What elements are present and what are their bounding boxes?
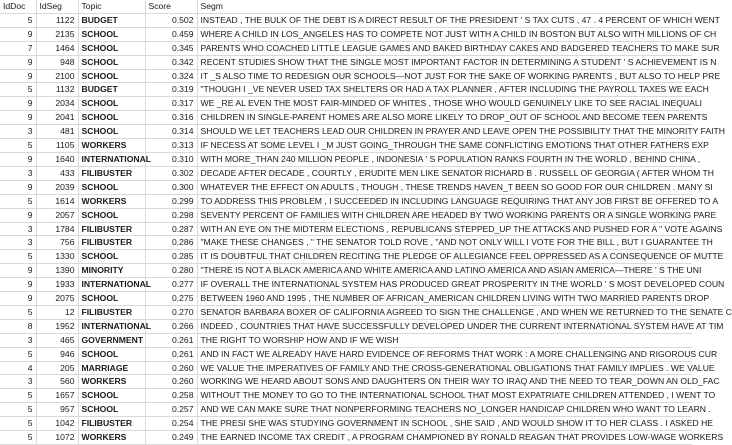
cell-iddoc[interactable]: 9 [0,111,36,125]
column-header-iddoc[interactable]: IdDoc [0,0,36,13]
cell-idseg[interactable]: 756 [36,236,78,250]
cell-topic[interactable]: WORKERS [78,139,145,153]
cell-score[interactable]: 0.266 [145,319,197,333]
cell-score[interactable]: 0.277 [145,278,197,292]
table-row[interactable] [0,347,692,361]
column-header-idseg[interactable]: IdSeg [36,0,78,13]
cell-segm[interactable]: PARENTS WHO COACHED LITTLE LEAGUE GAMES AND BAKED BIRTHDAY CAKES AND BADGERED TEACHERS TO MAKE SUR [197,41,692,55]
cell-iddoc[interactable]: 5 [0,305,36,319]
cell-topic[interactable]: SCHOOL [78,125,145,139]
column-header-segm[interactable]: Segm [197,0,692,13]
cell-segm[interactable]: DECADE AFTER DECADE , COURTLY , ERUDITE MEN LIKE SENATOR RICHARD B . RUSSELL OF GEORGIA ( AFTER WHOM TH [197,166,692,180]
table-row[interactable] [0,333,692,347]
cell-iddoc[interactable]: 9 [0,264,36,278]
table-row[interactable] [0,111,692,125]
table-row[interactable] [0,83,692,97]
table-row[interactable] [0,417,692,431]
cell-segm[interactable]: AND IN FACT WE ALREADY HAVE HARD EVIDENCE OF REFORMS THAT WORK : A MORE CHALLENGING AND RIGOROUS CUR [197,347,692,361]
cell-idseg[interactable]: 1464 [36,41,78,55]
cell-idseg[interactable]: 481 [36,125,78,139]
cell-iddoc[interactable]: 3 [0,166,36,180]
cell-score[interactable]: 0.287 [145,222,197,236]
table-row[interactable] [0,139,692,153]
cell-iddoc[interactable]: 5 [0,389,36,403]
cell-iddoc[interactable]: 5 [0,194,36,208]
cell-topic[interactable]: SCHOOL [78,41,145,55]
cell-topic[interactable]: BUDGET [78,13,145,27]
cell-iddoc[interactable]: 9 [0,27,36,41]
table-row[interactable] [0,403,692,417]
cell-segm[interactable]: INSTEAD , THE BULK OF THE DEBT IS A DIRECT RESULT OF THE PRESIDENT ' S TAX CUTS , 47 . 4 PERCENT OF WHICH WENT [197,13,692,27]
cell-score[interactable]: 0.324 [145,69,197,83]
cell-segm[interactable]: INDEED , COUNTRIES THAT HAVE SUCCESSFULLY DEVELOPED UNDER THE CURRENT INTERNATIONAL SYSTEM HAVE AT TIM [197,319,692,333]
table-row[interactable] [0,27,692,41]
cell-topic[interactable]: SCHOOL [78,208,145,222]
cell-topic[interactable]: FILIBUSTER [78,166,145,180]
cell-idseg[interactable]: 1784 [36,222,78,236]
cell-topic[interactable]: GOVERNMENT [78,333,145,347]
cell-iddoc[interactable]: 5 [0,431,36,445]
cell-segm[interactable]: "THERE IS NOT A BLACK AMERICA AND WHITE AMERICA AND LATINO AMERICA AND ASIAN AMERICA—THERE ' S THE UNI [197,264,692,278]
cell-iddoc[interactable]: 5 [0,347,36,361]
table-row[interactable] [0,166,692,180]
cell-iddoc[interactable]: 3 [0,236,36,250]
cell-score[interactable]: 0.260 [145,375,197,389]
cell-idseg[interactable]: 1657 [36,389,78,403]
cell-idseg[interactable]: 2100 [36,69,78,83]
header-row [0,0,692,13]
table-row[interactable] [0,361,692,375]
cell-segm[interactable]: CHILDREN IN SINGLE-PARENT HOMES ARE ALSO MORE LIKELY TO DROP_OUT OF SCHOOL AND BECOME TEEN PARENTS [197,111,692,125]
cell-segm[interactable]: WE _RE AL EVEN THE MOST FAIR-MINDED OF WHITES , THOSE WHO WOULD GENUINELY LIKE TO SEE RACIAL INEQUALI [197,97,692,111]
cell-iddoc[interactable]: 4 [0,361,36,375]
cell-topic[interactable]: FILIBUSTER [78,417,145,431]
cell-score[interactable]: 0.345 [145,41,197,55]
cell-score[interactable]: 0.313 [145,139,197,153]
cell-score[interactable]: 0.314 [145,125,197,139]
table-row[interactable] [0,222,692,236]
cell-idseg[interactable]: 2075 [36,292,78,306]
cell-topic[interactable]: SCHOOL [78,403,145,417]
cell-segm[interactable]: THE PRESI SHE WAS STUDYING GOVERNMENT IN SCHOOL , SHE SAID , AND WOULD SHOW IT TO HER CLASS . I ASKED HE [197,417,692,431]
cell-idseg[interactable]: 1614 [36,194,78,208]
cell-iddoc[interactable]: 3 [0,222,36,236]
cell-score[interactable]: 0.302 [145,166,197,180]
cell-idseg[interactable]: 2057 [36,208,78,222]
cell-score[interactable]: 0.261 [145,333,197,347]
cell-topic[interactable]: WORKERS [78,375,145,389]
cell-segm[interactable]: SENATOR BARBARA BOXER OF CALIFORNIA AGREED TO SIGN THE CHALLENGE , AND WHEN WE RETURNED TO THE SENATE C [197,305,692,319]
cell-segm[interactable]: RECENT STUDIES SHOW THAT THE SINGLE MOST IMPORTANT FACTOR IN DETERMINING A STUDENT ' S ACHIEVEMENT IS N [197,55,692,69]
cell-iddoc[interactable]: 5 [0,139,36,153]
cell-idseg[interactable]: 1105 [36,139,78,153]
cell-iddoc[interactable]: 8 [0,319,36,333]
cell-score[interactable]: 0.280 [145,264,197,278]
cell-segm[interactable]: AND WE CAN MAKE SURE THAT NONPERFORMING TEACHERS NO_LONGER HANDICAP CHILDREN WHO WANT TO LEARN . [197,403,692,417]
cell-iddoc[interactable]: 7 [0,41,36,55]
cell-idseg[interactable]: 957 [36,403,78,417]
cell-score[interactable]: 0.298 [145,208,197,222]
cell-idseg[interactable]: 1072 [36,431,78,445]
cell-iddoc[interactable]: 9 [0,97,36,111]
cell-idseg[interactable]: 1122 [36,13,78,27]
table-row[interactable] [0,250,692,264]
cell-score[interactable]: 0.260 [145,361,197,375]
cell-score[interactable]: 0.316 [145,111,197,125]
cell-iddoc[interactable]: 9 [0,55,36,69]
cell-iddoc[interactable]: 9 [0,180,36,194]
cell-segm[interactable]: BETWEEN 1960 AND 1995 , THE NUMBER OF AFRICAN_AMERICAN CHILDREN LIVING WITH TWO MARRIED PARENTS DROP [197,292,692,306]
cell-idseg[interactable]: 560 [36,375,78,389]
cell-idseg[interactable]: 2041 [36,111,78,125]
cell-topic[interactable]: FILIBUSTER [78,305,145,319]
cell-score[interactable]: 0.300 [145,180,197,194]
cell-iddoc[interactable]: 5 [0,83,36,97]
cell-iddoc[interactable]: 9 [0,152,36,166]
cell-iddoc[interactable]: 9 [0,292,36,306]
cell-score[interactable]: 0.286 [145,236,197,250]
table-row[interactable] [0,55,692,69]
table-row[interactable] [0,292,692,306]
cell-topic[interactable]: INTERNATIONAL [78,319,145,333]
cell-topic[interactable]: SCHOOL [78,69,145,83]
cell-idseg[interactable]: 433 [36,166,78,180]
cell-topic[interactable]: SCHOOL [78,292,145,306]
cell-topic[interactable]: INTERNATIONAL [78,152,145,166]
cell-score[interactable]: 0.261 [145,347,197,361]
table-row[interactable] [0,69,692,83]
cell-idseg[interactable]: 12 [36,305,78,319]
cell-score[interactable]: 0.254 [145,417,197,431]
table-row[interactable] [0,180,692,194]
table-row[interactable] [0,152,692,166]
cell-iddoc[interactable]: 3 [0,375,36,389]
cell-topic[interactable]: SCHOOL [78,111,145,125]
cell-segm[interactable]: WITH AN EYE ON THE MIDTERM ELECTIONS , REPUBLICANS STEPPED_UP THE ATTACKS AND PUSHED FOR A " VOTE AGAINS [197,222,692,236]
cell-topic[interactable]: SCHOOL [78,27,145,41]
cell-topic[interactable]: SCHOOL [78,97,145,111]
table-row[interactable] [0,431,692,445]
cell-topic[interactable]: SCHOOL [78,55,145,69]
cell-topic[interactable]: SCHOOL [78,180,145,194]
cell-iddoc[interactable]: 3 [0,333,36,347]
cell-score[interactable]: 0.275 [145,292,197,306]
cell-iddoc[interactable]: 9 [0,69,36,83]
table-row[interactable] [0,389,692,403]
cell-segm[interactable]: WORKING WE HEARD ABOUT SONS AND DAUGHTERS ON THEIR WAY TO IRAQ AND THE NEED TO TEAR_DOWN AN OLD_FAC [197,375,692,389]
cell-segm[interactable]: IT _S ALSO TIME TO REDESIGN OUR SCHOOLS—NOT JUST FOR THE SAKE OF WORKING PARENTS , BUT ALSO TO HELP PRE [197,69,692,83]
table-row[interactable] [0,208,692,222]
cell-iddoc[interactable]: 5 [0,250,36,264]
cell-score[interactable]: 0.319 [145,83,197,97]
cell-topic[interactable]: SCHOOL [78,389,145,403]
cell-topic[interactable]: FILIBUSTER [78,236,145,250]
cell-segm[interactable]: IF NECESS AT SOME LEVEL I _M JUST GOING_THROUGH THE SAME CONFLICTING EMOTIONS THAT OTHER FATHERS EXP [197,139,692,153]
cell-idseg[interactable]: 1933 [36,278,78,292]
table-row[interactable] [0,236,692,250]
cell-segm[interactable]: WITHOUT THE MONEY TO GO TO THE INTERNATIONAL SCHOOL THAT MOST EXPATRIATE CHILDREN ATTENDED , I WENT TO [197,389,692,403]
cell-topic[interactable]: SCHOOL [78,250,145,264]
table-row[interactable] [0,97,692,111]
table-row[interactable] [0,278,692,292]
table-row[interactable] [0,125,692,139]
cell-segm[interactable]: WE VALUE THE IMPERATIVES OF FAMILY AND THE CROSS-GENERATIONAL OBLIGATIONS THAT FAMILY IMPLIES . WE VALUE [197,361,692,375]
cell-segm[interactable]: THE EARNED INCOME TAX CREDIT , A PROGRAM CHAMPIONED BY RONALD REAGAN THAT PROVIDES LOW-WAGE WORKERS [197,431,692,445]
table-row[interactable] [0,13,692,27]
cell-score[interactable]: 0.249 [145,431,197,445]
cell-segm[interactable]: WHATEVER THE EFFECT ON ADULTS , THOUGH , THESE TRENDS HAVEN_T BEEN SO GOOD FOR OUR CHILDREN . MANY SI [197,180,692,194]
cell-segm[interactable]: "MAKE THESE CHANGES , " THE SENATOR TOLD ROVE , "AND NOT ONLY WILL I VOTE FOR THE BILL , BUT I GUARANTEE TH [197,236,692,250]
table-row[interactable] [0,375,692,389]
column-header-score[interactable]: Score [145,0,197,13]
cell-segm[interactable]: WITH MORE_THAN 240 MILLION PEOPLE , INDONESIA ' S POPULATION RANKS FOURTH IN THE WORLD , BEHIND CHINA , [197,152,692,166]
cell-segm[interactable]: SHOULD WE LET TEACHERS LEAD OUR CHILDREN IN PRAYER AND LEAVE OPEN THE POSSIBILITY THAT THE MINORITY FAITH [197,125,692,139]
cell-score[interactable]: 0.270 [145,305,197,319]
cell-idseg[interactable]: 1330 [36,250,78,264]
cell-idseg[interactable]: 946 [36,347,78,361]
table-row[interactable] [0,194,692,208]
cell-score[interactable]: 0.285 [145,250,197,264]
cell-idseg[interactable]: 1952 [36,319,78,333]
table-row[interactable] [0,305,692,319]
cell-idseg[interactable]: 1132 [36,83,78,97]
cell-idseg[interactable]: 2034 [36,97,78,111]
cell-idseg[interactable]: 465 [36,333,78,347]
cell-score[interactable]: 0.257 [145,403,197,417]
cell-score[interactable]: 0.310 [145,152,197,166]
cell-idseg[interactable]: 2039 [36,180,78,194]
cell-topic[interactable]: FILIBUSTER [78,222,145,236]
cell-topic[interactable]: WORKERS [78,431,145,445]
cell-iddoc[interactable]: 9 [0,278,36,292]
cell-segm[interactable]: TO ADDRESS THIS PROBLEM , I SUCCEEDED IN INCLUDING LANGUAGE REQUIRING THAT ANY JOB FIRST BE OFFERED TO A [197,194,692,208]
cell-idseg[interactable]: 1042 [36,417,78,431]
cell-segm[interactable]: THE RIGHT TO WORSHIP HOW AND IF WE WISH [197,333,692,347]
cell-idseg[interactable]: 948 [36,55,78,69]
cell-topic[interactable]: INTERNATIONAL [78,278,145,292]
cell-iddoc[interactable]: 5 [0,13,36,27]
cell-segm[interactable]: "THOUGH I _VE NEVER USED TAX SHELTERS OR HAD A TAX PLANNER , AFTER INCLUDING THE PAYROLL TAXES WE EACH [197,83,692,97]
column-header-topic[interactable]: Topic [78,0,145,13]
cell-score[interactable]: 0.317 [145,97,197,111]
table-row[interactable] [0,41,692,55]
table-row[interactable] [0,319,692,333]
cell-score[interactable]: 0.459 [145,27,197,41]
cell-iddoc[interactable]: 9 [0,208,36,222]
cell-idseg[interactable]: 2135 [36,27,78,41]
table-row[interactable] [0,264,692,278]
cell-iddoc[interactable]: 3 [0,125,36,139]
cell-segm[interactable]: IF OVERALL THE INTERNATIONAL SYSTEM HAS PRODUCED GREAT PROSPERITY IN THE WORLD ' S MOST DEVELOPED COUN [197,278,692,292]
cell-idseg[interactable]: 1390 [36,264,78,278]
cell-topic[interactable]: WORKERS [78,194,145,208]
cell-score[interactable]: 0.299 [145,194,197,208]
cell-iddoc[interactable]: 5 [0,403,36,417]
cell-topic[interactable]: MARRIAGE [78,361,145,375]
cell-iddoc[interactable]: 5 [0,417,36,431]
cell-segm[interactable]: IT IS DOUBTFUL THAT CHILDREN RECITING THE PLEDGE OF ALLEGIANCE FEEL OPPRESSED AS A CONSEQUENCE OF MUTTE [197,250,692,264]
cell-idseg[interactable]: 1640 [36,152,78,166]
cell-score[interactable]: 0.342 [145,55,197,69]
cell-segm[interactable]: SEVENTY PERCENT OF FAMILIES WITH CHILDREN ARE HEADED BY TWO WORKING PARENTS OR A SINGLE WORKING PARE [197,208,692,222]
cell-segm[interactable]: WHERE A CHILD IN LOS_ANGELES HAS TO COMPETE NOT JUST WITH A CHILD IN BOSTON BUT ALSO WITH MILLIONS OF CH [197,27,692,41]
cell-idseg[interactable]: 205 [36,361,78,375]
cell-score[interactable]: 0.258 [145,389,197,403]
cell-topic[interactable]: SCHOOL [78,347,145,361]
cell-topic[interactable]: BUDGET [78,83,145,97]
cell-score[interactable]: 0.502 [145,13,197,27]
cell-topic[interactable]: MINORITY [78,264,145,278]
